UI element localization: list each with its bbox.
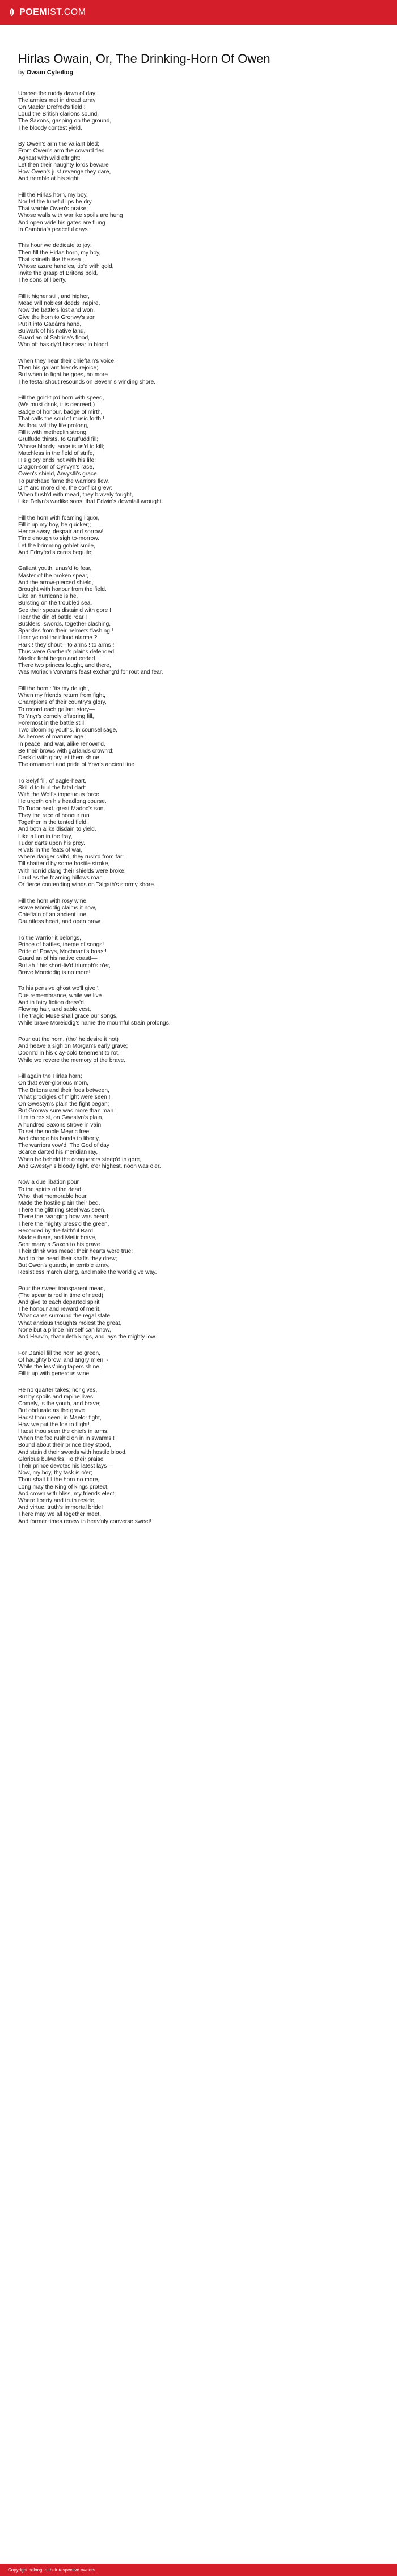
poem-line: Tudor darts upon his prey.	[18, 840, 85, 847]
poem-line: The armies met in dread array	[18, 97, 96, 104]
poem-line: Fill the horn : 'tis my delight,	[18, 686, 90, 692]
poem-line: And heave a sigh on Morgan's early grave;	[18, 1043, 128, 1050]
poem-line: Foremost in the battle still;	[18, 720, 86, 727]
logo-text-tld: IST.COM	[47, 7, 86, 17]
poem-line: And open wide his gates are flung	[18, 219, 105, 226]
poem-line: Long may the King of kings protect,	[18, 1483, 109, 1490]
poem-line: The honour and reward of merit.	[18, 1306, 101, 1313]
copyright-text: Copyright belong to their respective owners.	[8, 2567, 97, 2573]
poem-line: Badge of honour, badge of mirth,	[18, 409, 103, 415]
poem-line: Doom'd in his clay-cold tenement to rot,	[18, 1050, 120, 1057]
poem-line: To the warrior it belongs,	[18, 934, 81, 941]
poem-line: To Tudor next, great Madoc's son,	[18, 805, 105, 812]
poem-line: And tremble at his sight.	[18, 176, 81, 182]
poem-line: Loud the British clarions sound,	[18, 111, 99, 118]
poem-line: To Selyf fill, of eagle-heart,	[18, 777, 87, 784]
poem-line: Pour the sweet transparent mead,	[18, 1285, 105, 1292]
poem-line: While brave Moreiddig's name the mournful strain prolongs.	[18, 1020, 171, 1027]
poem-line: What prodigies of might were seen !	[18, 1094, 111, 1100]
poem-line: There may we all together meet,	[18, 1511, 102, 1518]
poem-line: His glory ends not with his life:	[18, 457, 96, 464]
poem-line: This hour we dedicate to joy;	[18, 243, 92, 249]
poem-line: The bloody contest yield.	[18, 125, 82, 131]
poem-line: Glorious bulwarks! To their praise	[18, 1456, 104, 1463]
poem-line: And virtue, truth's immortal bride!	[18, 1504, 103, 1511]
poem-line: And both alike disdain to yield.	[18, 826, 96, 833]
poem-line: Nor let the tuneful lips be dry	[18, 198, 92, 205]
poem-line: Loud as the foaming billows roar,	[18, 874, 103, 881]
poem-line: Bound about their prince they stood,	[18, 1442, 111, 1449]
poem-line: He urgeth on his headlong course.	[18, 798, 107, 805]
poem-line: While the less'ning tapers shine,	[18, 1364, 101, 1371]
poem-line: Now a due libation pour	[18, 1179, 79, 1186]
poem-line: Deck'd with glory let them shine,	[18, 755, 101, 762]
poem-line: When the foe rush'd on in in swarms !	[18, 1435, 115, 1442]
poem-line: Where danger call'd, they rush'd from far:	[18, 854, 124, 861]
poem-line: While we revere the memory of the brave.	[18, 1057, 126, 1064]
poem-line: When they hear their chieftain's voice,	[18, 358, 116, 364]
poem-line: Or fierce contending winds on Talgath's stormy shore.	[18, 881, 155, 888]
poem-line: When flush'd with mead, they bravely fought,	[18, 492, 133, 498]
poem-line: And change his bonds to liberty,	[18, 1135, 100, 1142]
poem-line: Resistless march along, and make the world give way.	[18, 1269, 157, 1276]
stanza	[18, 1350, 379, 1378]
poem-title: Hirlas Owain, Or, The Drinking-Horn Of Owen	[18, 52, 271, 66]
poem-line: Pride of Powys, Mochnant's boast!	[18, 949, 107, 955]
poem-line: Who, that memorable hour,	[18, 1193, 88, 1200]
stanza	[18, 192, 379, 233]
poem-line: That calls the soul of music forth !	[18, 415, 104, 422]
poem-line: The ornament and pride of Ynyr's ancient line	[18, 762, 135, 768]
poem-line: Him to resist, on Gwestyn's plain,	[18, 1115, 104, 1121]
poem-line: But Owen's guards, in terrible array,	[18, 1262, 110, 1269]
poem-line: They the race of honour run	[18, 812, 90, 819]
author-link[interactable]: Owain Cyfeiliog	[26, 69, 74, 76]
poem-line: Hear ye not their loud alarms ?	[18, 635, 98, 641]
poem-line: There the twanging bow was heard;	[18, 1214, 110, 1221]
stanza	[18, 243, 379, 284]
poem-line: How we put the foe to flight!	[18, 1421, 90, 1428]
stanza	[18, 898, 379, 926]
poem-line: Aghast with wild affright:	[18, 155, 81, 161]
poem-line: Dragon-son of Cynvyn's race,	[18, 464, 94, 471]
poem-line: Invite the grasp of Britons bold,	[18, 270, 98, 277]
logo-text-main: POEM	[19, 7, 48, 17]
stanza	[18, 1286, 379, 1341]
poem-line: Chieftain of an ancient line,	[18, 911, 88, 918]
poem-line: To purchase fame the warriors flew,	[18, 478, 109, 484]
poem-line: Fill the horn with rosy wine,	[18, 898, 88, 904]
poem-line: Fill the horn with foaming liquor,	[18, 515, 100, 521]
poem-line: Hark ! they shout—to arms ! to arms !	[18, 641, 115, 648]
poem-line: Flowing hair, and sable vest,	[18, 1006, 91, 1013]
site-logo[interactable]	[8, 7, 86, 18]
poem-line: Be their brows with garlands crown'd;	[18, 747, 114, 754]
poem-line: Their drink was mead; their hearts were true;	[18, 1248, 133, 1255]
poem-line: Then his gallant friends rejoice;	[18, 365, 99, 372]
poem-line: Matchless in the field of strife,	[18, 450, 95, 457]
poem-line: Recorded by the faithful Bard.	[18, 1227, 95, 1234]
stanza	[18, 358, 379, 386]
poem-line: Scarce darted his meridian ray,	[18, 1149, 98, 1156]
poem-line: Pour out the horn, (tho' he desire it not)	[18, 1036, 119, 1043]
poem-line: On Maelor Drefred's field :	[18, 104, 86, 110]
poem-line: Give the horn to Gronwy's son	[18, 314, 96, 321]
byline	[18, 69, 379, 76]
poem-line: Guardian of his native coast!—	[18, 955, 98, 962]
poem-line: Now, my boy, thy task is o'er;	[18, 1470, 92, 1477]
poem-line: Let then their haughty lords beware	[18, 161, 109, 168]
poem-line: Guardian of Sabrina's flood,	[18, 335, 90, 342]
poem-line: Fill it up with generous wine.	[18, 1371, 91, 1378]
poem-line: Together in the tented field,	[18, 819, 88, 826]
poem-line: Two blooming youths, in counsel sage,	[18, 727, 117, 734]
poem-line: Rivals in the feats of war,	[18, 847, 83, 853]
poem-line: Put it into Gaeán's hand,	[18, 321, 82, 328]
poem-line: To the spirits of the dead,	[18, 1186, 83, 1193]
poem-line: Gruffudd thirsts, to Gruffudd fill;	[18, 436, 99, 443]
quill-icon	[8, 8, 16, 17]
poem-line: As heroes of maturer age ;	[18, 734, 87, 741]
poem-line: A hundred Saxons strove in vain.	[18, 1121, 103, 1128]
poem-line: To record each gallant story—	[18, 706, 95, 713]
poem-line: To his pensive ghost we'll give '.	[18, 985, 100, 992]
poem-line: And Ednyfed's cares beguile;	[18, 549, 93, 556]
poem-line: Uprose the ruddy dawn of day;	[18, 90, 97, 97]
top-bar	[0, 0, 397, 25]
poem-line: And crown with bliss, my friends elect;	[18, 1490, 116, 1497]
stanza	[18, 395, 379, 505]
poem-line: Bucklers, swords, together clashing,	[18, 621, 111, 628]
poem-line: Of haughty brow, and angry mien; -	[18, 1357, 109, 1363]
poem-line: Till shatter'd by some hostile stroke,	[18, 861, 110, 868]
poem-line: To set the noble Meyric free,	[18, 1128, 91, 1135]
stanza	[18, 141, 379, 182]
poem-line: On that ever-glorious morn,	[18, 1080, 89, 1087]
poem-line: And in fairy fiction dress'd,	[18, 999, 86, 1006]
poem-line: The Saxons, gasping on the ground,	[18, 118, 112, 125]
poem-line: Thou shalt fill the horn no more,	[18, 1477, 100, 1483]
poem-line: And the arrow-pierced shield,	[18, 579, 94, 586]
poem-line: Bulwark of his native land,	[18, 328, 86, 334]
poem-line: Skill'd to hurl the fatal dart:	[18, 785, 86, 792]
poem-line: By Owen's arm the valiant bled;	[18, 141, 99, 148]
poem-line: In peace, and war, alike renown'd,	[18, 741, 105, 747]
stanza	[18, 294, 379, 349]
poem-line: Time enough to sigh to-morrow.	[18, 535, 99, 542]
poem-line: Where liberty and truth reside,	[18, 1498, 96, 1504]
poem-line: But obdurate as the grave.	[18, 1408, 87, 1414]
poem-line: The festal shout resounds on Severn's winding shore.	[18, 379, 156, 385]
poem-line: Fill it higher still, and higher,	[18, 293, 90, 300]
poem-line: There the mighty press'd the green,	[18, 1221, 109, 1227]
poem-line: Fill again the Hirlas horn;	[18, 1073, 82, 1080]
poem-line: Dir^ and more dire, the conflict grew:	[18, 484, 112, 491]
poem-line: Fill it with metheglin strong.	[18, 430, 88, 436]
poem-line: Gallant youth, unus'd to fear,	[18, 566, 92, 572]
poem-line: With the Wolf's impetuous force	[18, 792, 99, 798]
byline-prefix: by	[18, 69, 25, 76]
poem-line: And Heav'n, that ruleth kings, and lays the mighty low.	[18, 1334, 157, 1341]
poem-line: And give to each departed spirit	[18, 1299, 100, 1306]
poem-line: Made the hostile plain their bed.	[18, 1200, 100, 1206]
poem-line: To Ynyr's comely offspring fill,	[18, 713, 94, 720]
poem-line: When he beheld the conquerors steep'd in gore,	[18, 1156, 142, 1163]
poem-line: But Gronwy sure was more than man !	[18, 1108, 117, 1115]
poem-line: For Daniel fill the horn so green,	[18, 1350, 100, 1357]
poem-line: Who oft has dy'd his spear in blood	[18, 342, 108, 348]
poem-line: Whose walls with warlike spoils are hung	[18, 212, 123, 219]
poem-line: And stain'd their swords with hostile blood.	[18, 1449, 127, 1456]
poem-line: Champions of their country's glory,	[18, 699, 107, 706]
poem-line: With horrid clang their shields were broke;	[18, 868, 126, 874]
poem-line: Maelor fight began and ended.	[18, 656, 97, 662]
poem-line: Whose bloody lance is us'd to kill;	[18, 443, 105, 450]
poem-line: Like a lion in the fray,	[18, 833, 73, 840]
poem-line: But ah ! his short-liv'd triumph's o'er,	[18, 962, 111, 969]
poem-line: Whose azure handles, tip'd with gold,	[18, 263, 114, 270]
poem-line: Mead will noblest deeds inspire.	[18, 300, 100, 307]
poem-line: Fill it up my boy, be quicker;;	[18, 522, 91, 528]
poem-line: The tragic Muse shall grace our songs,	[18, 1013, 118, 1020]
poem-line: Like Belyn's warlike sons, that Edwin's downfall wrought.	[18, 499, 163, 505]
poem-line: The sons of liberty.	[18, 277, 67, 284]
poem-content	[0, 25, 397, 1546]
poem-line: Fill the gold-tip'd horn with speed,	[18, 395, 104, 402]
poem-line: But when to fight he goes, no more	[18, 372, 108, 379]
poem-line: The warriors vow'd. The God of day	[18, 1142, 109, 1149]
poem-line: Prince of battles, theme of songs!	[18, 941, 104, 948]
poem-line: Let the brimming goblet smile,	[18, 542, 95, 549]
poem-line: Like an hurricane is he,	[18, 593, 78, 600]
poem-line: As thou wilt thy life prolong,	[18, 422, 89, 429]
poem-line: Hadst thou seen, in Maelor fight,	[18, 1414, 102, 1421]
stanza	[18, 566, 379, 676]
stanza	[18, 515, 379, 556]
poem-line: Hear the din of battle roar !	[18, 614, 87, 620]
poem-line: He no quarter takes; nor gives,	[18, 1387, 98, 1393]
poem-line: Brave Moreiddig is no more!	[18, 969, 91, 976]
poem-line: Sent many a Saxon to his grave.	[18, 1242, 102, 1248]
poem-line: What anxious thoughts molest the great,	[18, 1320, 122, 1327]
stanza	[18, 1179, 379, 1276]
poem-line: Then fill the Hirlas horn, my boy,	[18, 249, 101, 256]
poem-line: That warble Owen's praise;	[18, 206, 88, 212]
poem-line: When my friends return from fight,	[18, 692, 105, 699]
poem-line: Dauntless heart, and open brow.	[18, 919, 102, 925]
poem-line: There two princes fought, and there,	[18, 662, 111, 669]
poem-line: From Owen's arm the coward fled	[18, 148, 105, 155]
poem-line: How Owen's just revenge they dare,	[18, 168, 111, 175]
poem-line: Due remembrance, while we live	[18, 992, 102, 999]
poem-line: Sparkles from their helmets flashing !	[18, 628, 113, 635]
poem-line: Was Moriach Vorvran's feast exchang'd for rout and fear.	[18, 669, 163, 676]
poem-line: Bursting on the troubled sea.	[18, 600, 92, 607]
poem-line: Owen's shield, Arwystli's grace.	[18, 471, 99, 478]
stanza	[18, 1036, 379, 1064]
poem-body	[18, 91, 379, 1525]
stanza	[18, 1387, 379, 1525]
poem-line: And Gwestyn's bloody fight, e'er highest, noon was o'er.	[18, 1163, 161, 1170]
poem-line: Their prince devotes his latest lays—	[18, 1463, 113, 1470]
poem-line: And to the head their shafts they drew;	[18, 1255, 117, 1262]
poem-line: (The spear is red in time of need)	[18, 1292, 104, 1299]
poem-line: Hence away, despair and sorrow!	[18, 529, 104, 535]
poem-line: Madoe there, and Meilir brave,	[18, 1235, 97, 1241]
poem-line: None but a prince himself can know,	[18, 1327, 111, 1333]
poem-line: There the glitt'ring steel was seen,	[18, 1207, 106, 1214]
poem-line: Brought with honour from the field.	[18, 586, 107, 593]
stanza	[18, 91, 379, 132]
poem-line: That shineth like the sea ;	[18, 256, 85, 263]
poem-line: On Gwestyn's plain the fight began;	[18, 1100, 109, 1107]
poem-line: Thus were Garthen's plains defended,	[18, 648, 116, 655]
poem-line: The Britons and their foes between,	[18, 1087, 109, 1094]
stanza	[18, 985, 379, 1027]
footer	[0, 2564, 397, 2576]
stanza	[18, 686, 379, 768]
poem-line: What cares surround the regal state,	[18, 1313, 112, 1320]
poem-line: But by spoils and rapine lives.	[18, 1394, 95, 1401]
stanza	[18, 935, 379, 976]
poem-line: Now the battle's lost and won.	[18, 307, 95, 314]
poem-line: See their spears distain'd with gore !	[18, 607, 111, 614]
stanza	[18, 1073, 379, 1170]
poem-line: Brave Moreiddig claims it now,	[18, 904, 96, 911]
poem-line: Hadst thou seen the chiefs in arms,	[18, 1429, 109, 1435]
poem-line: And former times renew in heav'nly converse sweet!	[18, 1518, 152, 1525]
poem-line: In Cambria's peaceful days.	[18, 226, 90, 233]
poem-line: Master of the broken spear,	[18, 572, 89, 579]
poem-line: Comely, is the youth, and brave;	[18, 1401, 101, 1408]
stanza	[18, 778, 379, 889]
poem-line: Fill the Hirlas horn, my boy,	[18, 192, 88, 198]
poem-line: (We must drink, it is decreed.)	[18, 402, 95, 409]
